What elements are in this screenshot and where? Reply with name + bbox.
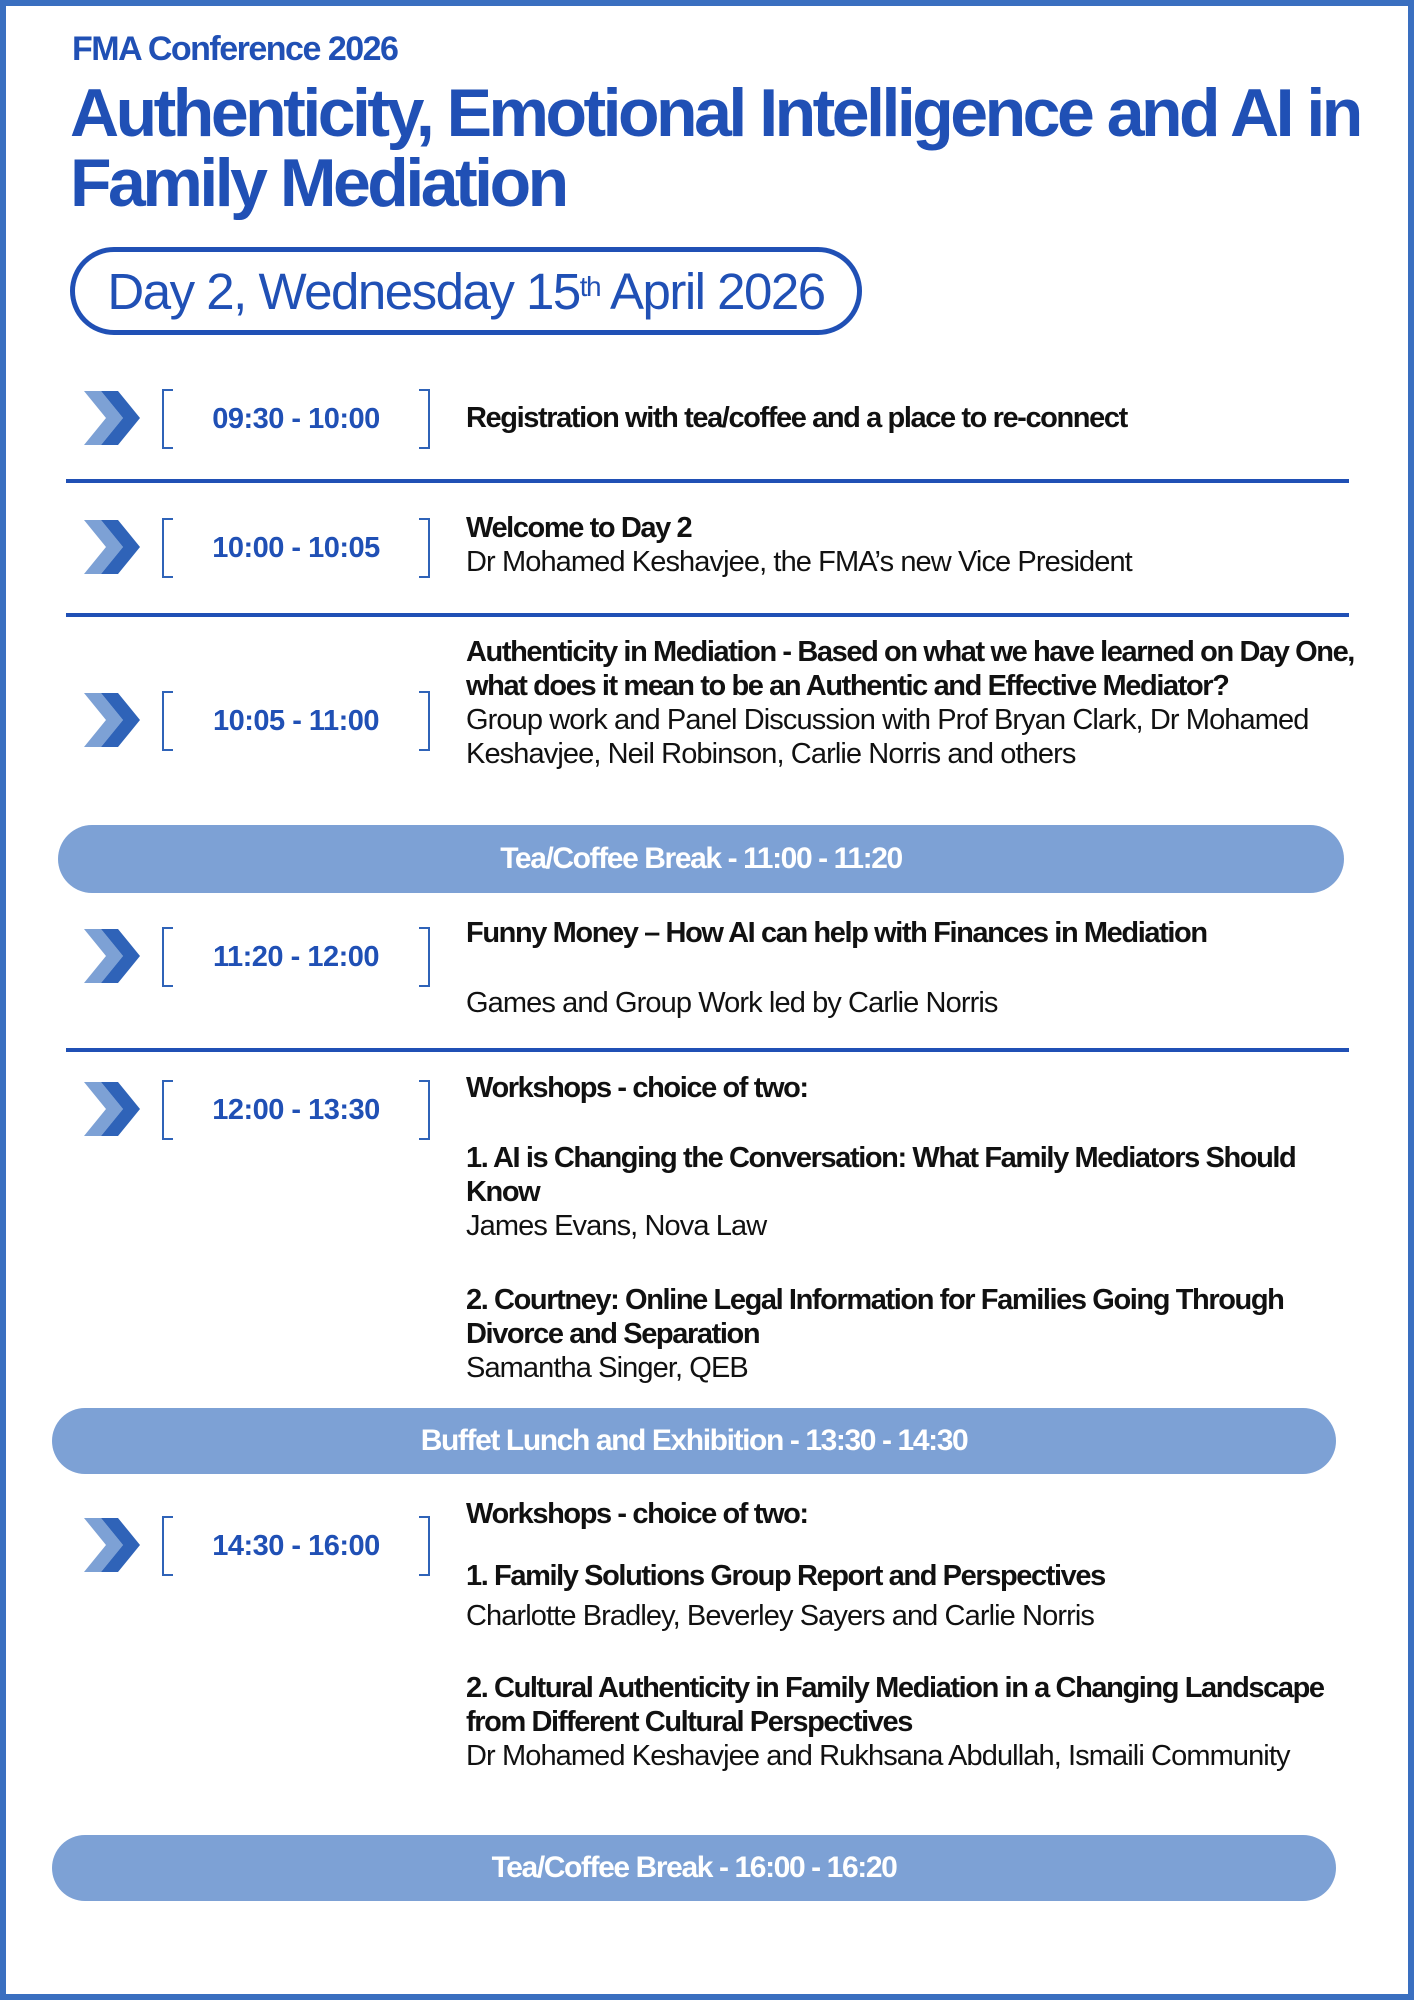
bracket-left <box>162 691 173 751</box>
session-time <box>162 691 430 751</box>
chevron-arrow-icon <box>84 1077 140 1141</box>
workshop-title: 1. AI is Changing the Conversation: What Family Mediators Should Know <box>466 1142 1296 1208</box>
bracket-left <box>162 1080 173 1140</box>
chevron-arrow-icon <box>84 924 140 988</box>
session-content <box>466 1071 1356 1385</box>
session-title: Registration with tea/coffee and a place to re-connect <box>466 402 1127 434</box>
session-title: Workshops - choice of two: <box>466 1498 808 1530</box>
session-content <box>466 1497 1356 1773</box>
conference-label: FMA Conference 2026 <box>72 30 398 68</box>
bracket-right <box>419 1516 430 1576</box>
session-time <box>162 927 430 987</box>
day-month: April 2026 <box>600 262 825 320</box>
divider <box>66 479 1349 483</box>
session-time-label: 10:00 - 10:05 <box>212 531 380 564</box>
session-time <box>162 389 430 449</box>
bracket-right <box>419 1080 430 1140</box>
divider <box>66 1048 1349 1052</box>
workshop-presenter: James Evans, Nova Law <box>466 1210 767 1242</box>
bracket-right <box>419 927 430 987</box>
chevron-arrow-icon <box>84 386 140 450</box>
session-time-label: 14:30 - 16:00 <box>212 1529 380 1562</box>
session-time-label: 09:30 - 10:00 <box>212 402 380 435</box>
break-banner: Tea/Coffee Break - 11:00 - 11:20 <box>58 825 1344 893</box>
bracket-right <box>419 518 430 578</box>
workshop-title: 1. Family Solutions Group Report and Perspectives <box>466 1560 1105 1592</box>
chevron-arrow-icon <box>84 688 140 752</box>
day-suffix: th <box>579 271 601 302</box>
bracket-left <box>162 389 173 449</box>
session-detail: Dr Mohamed Keshavjee, the FMA’s new Vice President <box>466 546 1132 578</box>
session-time <box>162 1516 430 1576</box>
bracket-left <box>162 1516 173 1576</box>
chevron-arrow-icon <box>84 515 140 579</box>
session-title: Funny Money – How AI can help with Finances in Mediation <box>466 917 1207 949</box>
session-content <box>466 401 1356 435</box>
bracket-left <box>162 927 173 987</box>
session-title: Welcome to Day 2 <box>466 512 692 544</box>
session-time-label: 12:00 - 13:30 <box>212 1093 380 1126</box>
chevron-arrow-icon <box>84 1513 140 1577</box>
session-detail: Games and Group Work led by Carlie Norris <box>466 987 998 1019</box>
session-time <box>162 1080 430 1140</box>
workshop-presenter: Dr Mohamed Keshavjee and Rukhsana Abdullah, Ismaili Community <box>466 1740 1290 1772</box>
session-content <box>466 635 1356 771</box>
session-title: Workshops - choice of two: <box>466 1072 808 1104</box>
break-banner: Buffet Lunch and Exhibition - 13:30 - 14:30 <box>52 1408 1336 1474</box>
bracket-right <box>419 389 430 449</box>
day-date: Day 2, Wednesday 15 <box>107 262 580 320</box>
workshop-title: 2. Courtney: Online Legal Information for Families Going Through Divorce and Separation <box>466 1284 1284 1350</box>
workshop-presenter: Charlotte Bradley, Beverley Sayers and Carlie Norris <box>466 1600 1094 1632</box>
bracket-left <box>162 518 173 578</box>
day-badge <box>70 247 862 335</box>
session-time <box>162 518 430 578</box>
page-title: Authenticity, Emotional Intelligence and AI in Family Mediation <box>70 75 1360 221</box>
session-content <box>466 916 1356 1020</box>
workshop-title: 2. Cultural Authenticity in Family Mediation in a Changing Landscape from Different Cultural Perspectives <box>466 1672 1324 1738</box>
session-title: Authenticity in Mediation - Based on what we have learned on Day One, what does it mean to be an Authentic and Effective Mediator? <box>466 636 1354 702</box>
session-time-label: 10:05 - 11:00 <box>212 704 379 737</box>
session-content <box>466 511 1356 579</box>
session-time-label: 11:20 - 12:00 <box>212 940 379 973</box>
break-banner: Tea/Coffee Break - 16:00 - 16:20 <box>52 1835 1336 1901</box>
workshop-presenter: Samantha Singer, QEB <box>466 1352 748 1384</box>
divider <box>66 613 1349 617</box>
session-detail: Group work and Panel Discussion with Prof Bryan Clark, Dr Mohamed Keshavjee, Neil Robinson, Carlie Norris and others <box>466 704 1309 770</box>
bracket-right <box>419 691 430 751</box>
